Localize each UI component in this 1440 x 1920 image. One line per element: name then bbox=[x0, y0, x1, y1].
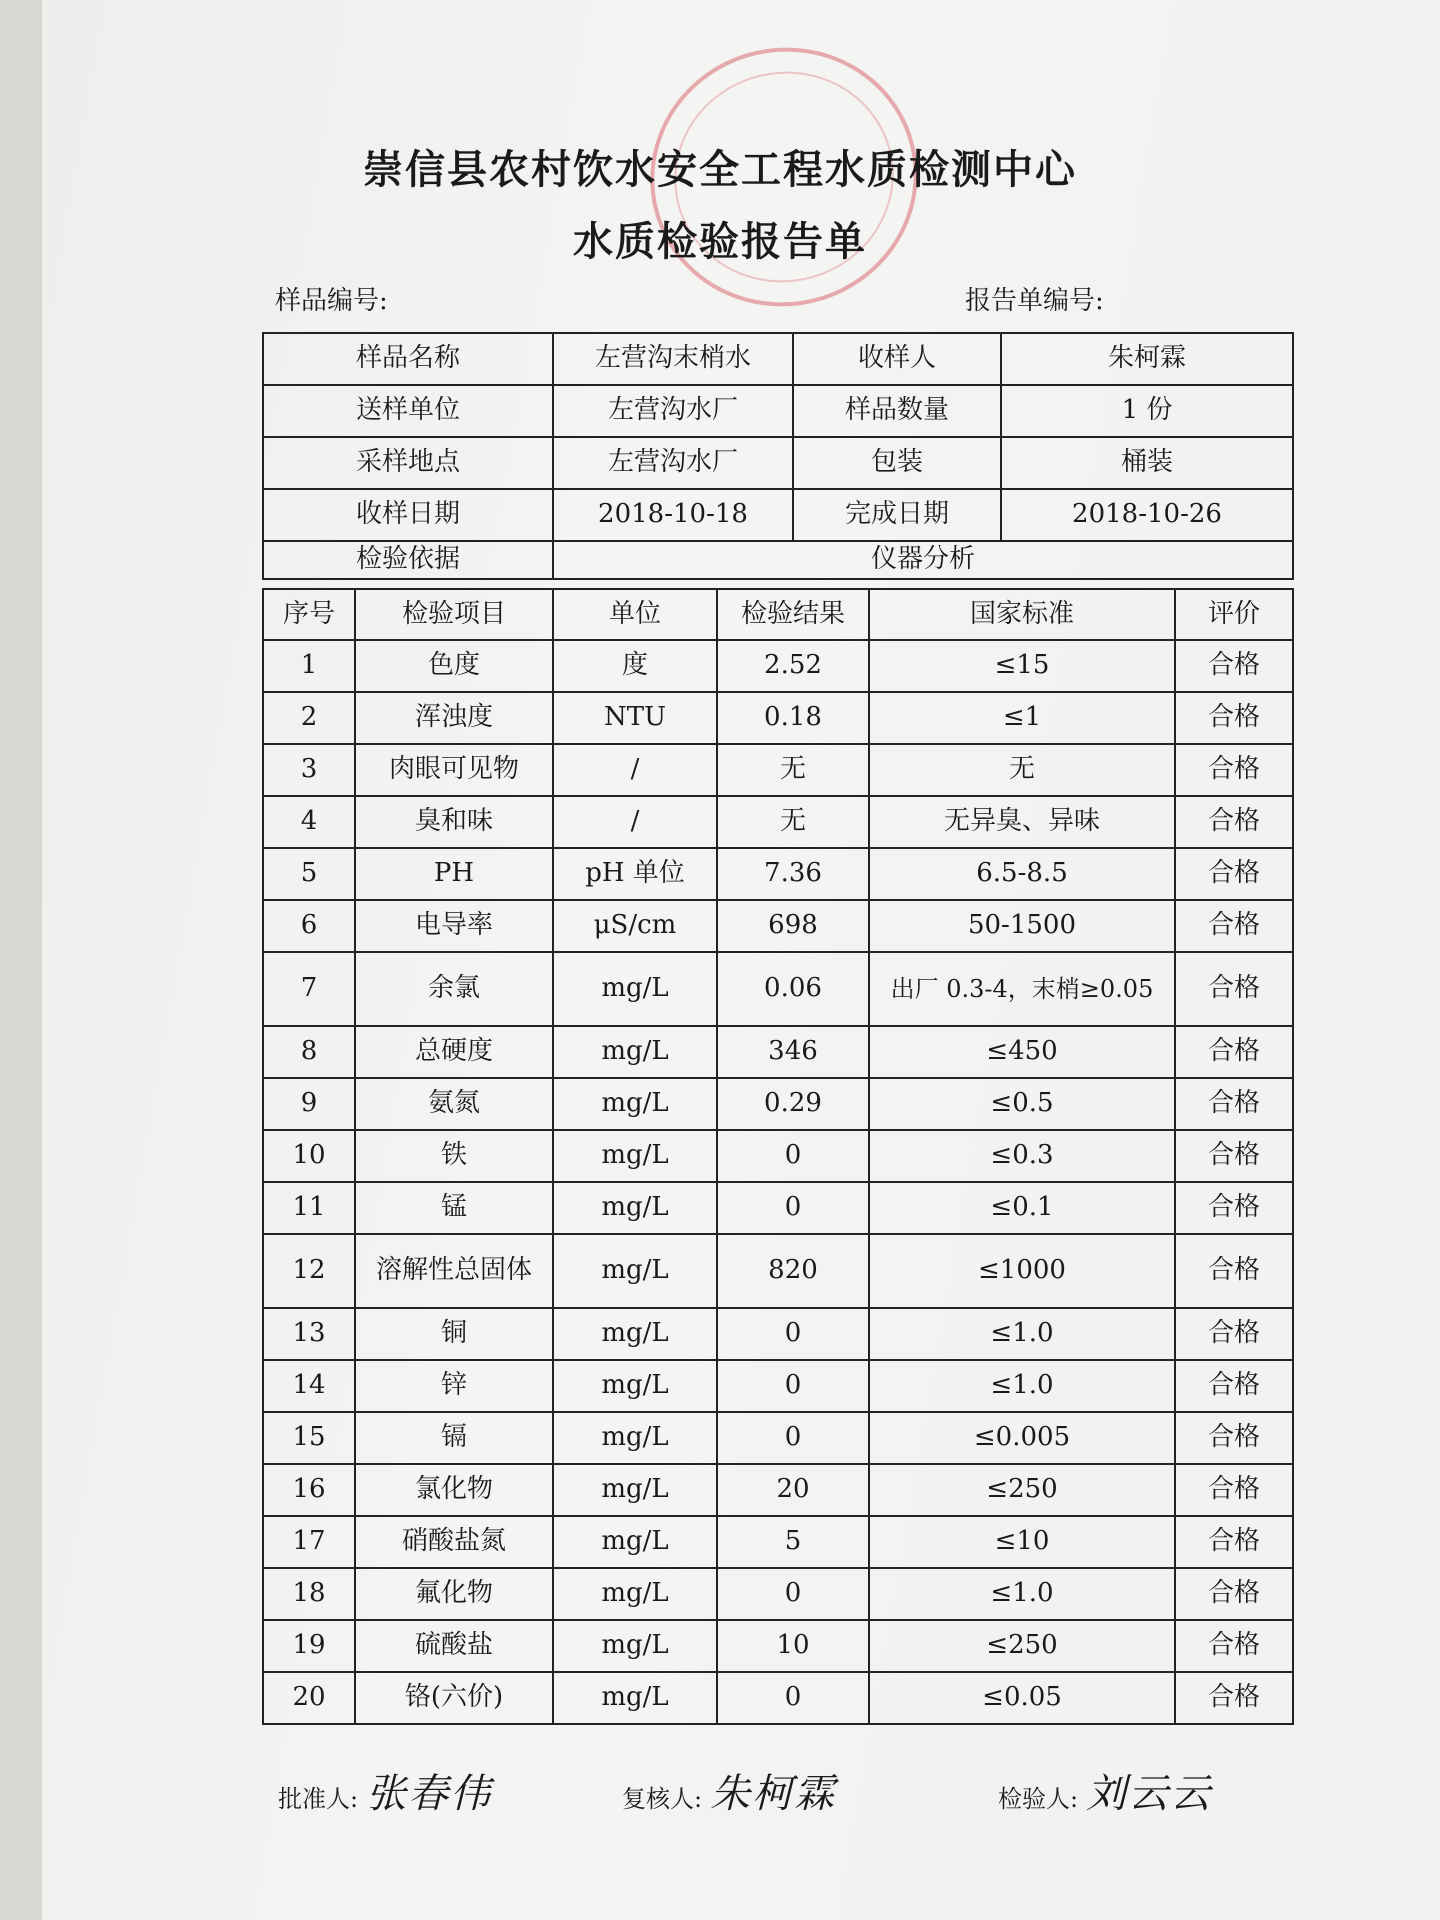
sample-name-value: 左营沟末梢水 bbox=[553, 333, 793, 385]
row-index: 5 bbox=[263, 848, 355, 900]
item-result: 2.52 bbox=[717, 640, 869, 692]
table-row bbox=[263, 1026, 1293, 1078]
item-unit: mg/L bbox=[553, 1234, 717, 1308]
item-evaluation: 合格 bbox=[1175, 744, 1293, 796]
item-evaluation: 合格 bbox=[1175, 1078, 1293, 1130]
item-unit: 度 bbox=[553, 640, 717, 692]
item-evaluation: 合格 bbox=[1175, 692, 1293, 744]
item-standard: ≤1.0 bbox=[869, 1568, 1175, 1620]
row-index: 2 bbox=[263, 692, 355, 744]
item-evaluation: 合格 bbox=[1175, 952, 1293, 1026]
sender-value: 左营沟水厂 bbox=[553, 385, 793, 437]
item-evaluation: 合格 bbox=[1175, 1464, 1293, 1516]
item-unit: pH 单位 bbox=[553, 848, 717, 900]
quantity-label: 样品数量 bbox=[793, 385, 1001, 437]
item-name: 锰 bbox=[355, 1182, 553, 1234]
table-row bbox=[263, 1234, 1293, 1308]
item-evaluation: 合格 bbox=[1175, 1516, 1293, 1568]
row-index: 7 bbox=[263, 952, 355, 1026]
item-name: 硫酸盐 bbox=[355, 1620, 553, 1672]
item-name: 溶解性总固体 bbox=[355, 1234, 553, 1308]
item-result: 0.18 bbox=[717, 692, 869, 744]
item-result: 0 bbox=[717, 1182, 869, 1234]
sender-label: 送样单位 bbox=[263, 385, 553, 437]
table-row bbox=[263, 796, 1293, 848]
item-name: 镉 bbox=[355, 1412, 553, 1464]
item-standard: ≤250 bbox=[869, 1464, 1175, 1516]
item-name: 浑浊度 bbox=[355, 692, 553, 744]
item-result: 0.06 bbox=[717, 952, 869, 1026]
row-index: 15 bbox=[263, 1412, 355, 1464]
item-unit: / bbox=[553, 796, 717, 848]
item-evaluation: 合格 bbox=[1175, 1568, 1293, 1620]
sample-number-label: 样品编号: bbox=[275, 286, 388, 316]
item-unit: mg/L bbox=[553, 1412, 717, 1464]
package-value: 桶装 bbox=[1001, 437, 1293, 489]
item-name: PH bbox=[355, 848, 553, 900]
item-evaluation: 合格 bbox=[1175, 1412, 1293, 1464]
table-row bbox=[263, 848, 1293, 900]
item-standard: ≤15 bbox=[869, 640, 1175, 692]
table-row bbox=[263, 1568, 1293, 1620]
row-index: 13 bbox=[263, 1308, 355, 1360]
table-row bbox=[263, 1464, 1293, 1516]
basis-value: 仪器分析 bbox=[553, 541, 1293, 579]
item-unit: μS/cm bbox=[553, 900, 717, 952]
row-index: 18 bbox=[263, 1568, 355, 1620]
item-result: 820 bbox=[717, 1234, 869, 1308]
item-standard: ≤0.5 bbox=[869, 1078, 1175, 1130]
table-row bbox=[263, 900, 1293, 952]
item-evaluation: 合格 bbox=[1175, 1672, 1293, 1724]
item-result: 0 bbox=[717, 1412, 869, 1464]
item-result: 10 bbox=[717, 1620, 869, 1672]
item-standard: ≤10 bbox=[869, 1516, 1175, 1568]
item-standard: ≤0.3 bbox=[869, 1130, 1175, 1182]
row-index: 12 bbox=[263, 1234, 355, 1308]
item-standard: ≤1.0 bbox=[869, 1360, 1175, 1412]
item-name: 氨氮 bbox=[355, 1078, 553, 1130]
item-name: 铬(六价) bbox=[355, 1672, 553, 1724]
item-result: 无 bbox=[717, 744, 869, 796]
results-header-row bbox=[263, 589, 1293, 640]
item-result: 0 bbox=[717, 1672, 869, 1724]
item-standard: ≤0.005 bbox=[869, 1412, 1175, 1464]
completed-date-value: 2018-10-26 bbox=[1001, 489, 1293, 541]
item-unit: mg/L bbox=[553, 1672, 717, 1724]
item-result: 0 bbox=[717, 1568, 869, 1620]
item-name: 硝酸盐氮 bbox=[355, 1516, 553, 1568]
row-index: 8 bbox=[263, 1026, 355, 1078]
reviewer-signature: 朱柯霖 bbox=[710, 1771, 837, 1817]
header-cell: 检验项目 bbox=[355, 589, 553, 640]
table-row bbox=[263, 1620, 1293, 1672]
item-evaluation: 合格 bbox=[1175, 848, 1293, 900]
row-index: 1 bbox=[263, 640, 355, 692]
basis-label: 检验依据 bbox=[263, 541, 553, 579]
item-evaluation: 合格 bbox=[1175, 1360, 1293, 1412]
item-result: 346 bbox=[717, 1026, 869, 1078]
item-result: 698 bbox=[717, 900, 869, 952]
row-index: 19 bbox=[263, 1620, 355, 1672]
item-unit: NTU bbox=[553, 692, 717, 744]
row-index: 6 bbox=[263, 900, 355, 952]
row-index: 17 bbox=[263, 1516, 355, 1568]
row-index: 16 bbox=[263, 1464, 355, 1516]
reviewer-field bbox=[622, 1762, 836, 1819]
item-evaluation: 合格 bbox=[1175, 1620, 1293, 1672]
table-row bbox=[263, 1308, 1293, 1360]
item-standard: ≤450 bbox=[869, 1026, 1175, 1078]
approver-signature: 张春伟 bbox=[366, 1771, 493, 1817]
location-label: 采样地点 bbox=[263, 437, 553, 489]
item-evaluation: 合格 bbox=[1175, 640, 1293, 692]
location-value: 左营沟水厂 bbox=[553, 437, 793, 489]
header-cell: 评价 bbox=[1175, 589, 1293, 640]
item-standard: 无异臭、异味 bbox=[869, 796, 1175, 848]
reviewer-label: 复核人: bbox=[622, 1785, 703, 1813]
results-table bbox=[262, 588, 1294, 1725]
item-unit: mg/L bbox=[553, 1360, 717, 1412]
item-evaluation: 合格 bbox=[1175, 900, 1293, 952]
inspector-signature: 刘云云 bbox=[1086, 1771, 1213, 1817]
approver-field bbox=[278, 1762, 492, 1819]
item-standard: ≤1 bbox=[869, 692, 1175, 744]
table-row bbox=[263, 692, 1293, 744]
item-standard: ≤250 bbox=[869, 1620, 1175, 1672]
item-unit: mg/L bbox=[553, 1568, 717, 1620]
org-title: 崇信县农村饮水安全工程水质检测中心 bbox=[363, 146, 1077, 193]
item-standard: ≤1000 bbox=[869, 1234, 1175, 1308]
table-row bbox=[263, 952, 1293, 1026]
row-index: 14 bbox=[263, 1360, 355, 1412]
table-row bbox=[263, 1516, 1293, 1568]
item-unit: mg/L bbox=[553, 952, 717, 1026]
item-name: 色度 bbox=[355, 640, 553, 692]
item-result: 5 bbox=[717, 1516, 869, 1568]
item-name: 臭和味 bbox=[355, 796, 553, 848]
table-row bbox=[263, 1360, 1293, 1412]
item-unit: mg/L bbox=[553, 1130, 717, 1182]
row-index: 10 bbox=[263, 1130, 355, 1182]
item-result: 20 bbox=[717, 1464, 869, 1516]
item-standard: 出厂 0.3-4，末梢≥0.05 bbox=[869, 952, 1175, 1026]
item-name: 铜 bbox=[355, 1308, 553, 1360]
item-evaluation: 合格 bbox=[1175, 796, 1293, 848]
item-unit: mg/L bbox=[553, 1182, 717, 1234]
header-cell: 国家标准 bbox=[869, 589, 1175, 640]
report-number-label: 报告单编号: bbox=[965, 286, 1104, 316]
item-standard: 6.5-8.5 bbox=[869, 848, 1175, 900]
header-cell: 检验结果 bbox=[717, 589, 869, 640]
item-standard: 无 bbox=[869, 744, 1175, 796]
row-index: 20 bbox=[263, 1672, 355, 1724]
item-name: 总硬度 bbox=[355, 1026, 553, 1078]
item-evaluation: 合格 bbox=[1175, 1182, 1293, 1234]
row-index: 4 bbox=[263, 796, 355, 848]
report-title: 水质检验报告单 bbox=[573, 218, 867, 265]
inspector-field bbox=[998, 1762, 1212, 1819]
table-row bbox=[263, 744, 1293, 796]
item-result: 7.36 bbox=[717, 848, 869, 900]
item-result: 0 bbox=[717, 1360, 869, 1412]
item-name: 铁 bbox=[355, 1130, 553, 1182]
item-evaluation: 合格 bbox=[1175, 1308, 1293, 1360]
item-result: 0 bbox=[717, 1130, 869, 1182]
row-index: 11 bbox=[263, 1182, 355, 1234]
item-standard: 50-1500 bbox=[869, 900, 1175, 952]
table-row bbox=[263, 1182, 1293, 1234]
item-standard: ≤0.05 bbox=[869, 1672, 1175, 1724]
inspector-label: 检验人: bbox=[998, 1785, 1079, 1813]
receiver-value: 朱柯霖 bbox=[1001, 333, 1293, 385]
item-evaluation: 合格 bbox=[1175, 1130, 1293, 1182]
item-standard: ≤1.0 bbox=[869, 1308, 1175, 1360]
item-name: 余氯 bbox=[355, 952, 553, 1026]
package-label: 包装 bbox=[793, 437, 1001, 489]
sample-info-table bbox=[262, 332, 1294, 580]
item-name: 锌 bbox=[355, 1360, 553, 1412]
item-name: 电导率 bbox=[355, 900, 553, 952]
received-date-value: 2018-10-18 bbox=[553, 489, 793, 541]
row-index: 9 bbox=[263, 1078, 355, 1130]
quantity-value: 1 份 bbox=[1001, 385, 1293, 437]
item-result: 无 bbox=[717, 796, 869, 848]
item-result: 0 bbox=[717, 1308, 869, 1360]
item-evaluation: 合格 bbox=[1175, 1026, 1293, 1078]
item-unit: / bbox=[553, 744, 717, 796]
received-date-label: 收样日期 bbox=[263, 489, 553, 541]
item-standard: ≤0.1 bbox=[869, 1182, 1175, 1234]
header-cell: 序号 bbox=[263, 589, 355, 640]
results-body bbox=[263, 640, 1293, 1724]
item-unit: mg/L bbox=[553, 1308, 717, 1360]
table-row bbox=[263, 1078, 1293, 1130]
completed-date-label: 完成日期 bbox=[793, 489, 1001, 541]
table-row bbox=[263, 640, 1293, 692]
item-name: 氯化物 bbox=[355, 1464, 553, 1516]
item-name: 氟化物 bbox=[355, 1568, 553, 1620]
item-evaluation: 合格 bbox=[1175, 1234, 1293, 1308]
table-row bbox=[263, 1672, 1293, 1724]
item-unit: mg/L bbox=[553, 1620, 717, 1672]
approver-label: 批准人: bbox=[278, 1785, 359, 1813]
receiver-label: 收样人 bbox=[793, 333, 1001, 385]
table-row bbox=[263, 1130, 1293, 1182]
item-unit: mg/L bbox=[553, 1464, 717, 1516]
item-unit: mg/L bbox=[553, 1026, 717, 1078]
item-unit: mg/L bbox=[553, 1078, 717, 1130]
header-cell: 单位 bbox=[553, 589, 717, 640]
sample-name-label: 样品名称 bbox=[263, 333, 553, 385]
item-name: 肉眼可见物 bbox=[355, 744, 553, 796]
row-index: 3 bbox=[263, 744, 355, 796]
table-row bbox=[263, 1412, 1293, 1464]
item-unit: mg/L bbox=[553, 1516, 717, 1568]
item-result: 0.29 bbox=[717, 1078, 869, 1130]
